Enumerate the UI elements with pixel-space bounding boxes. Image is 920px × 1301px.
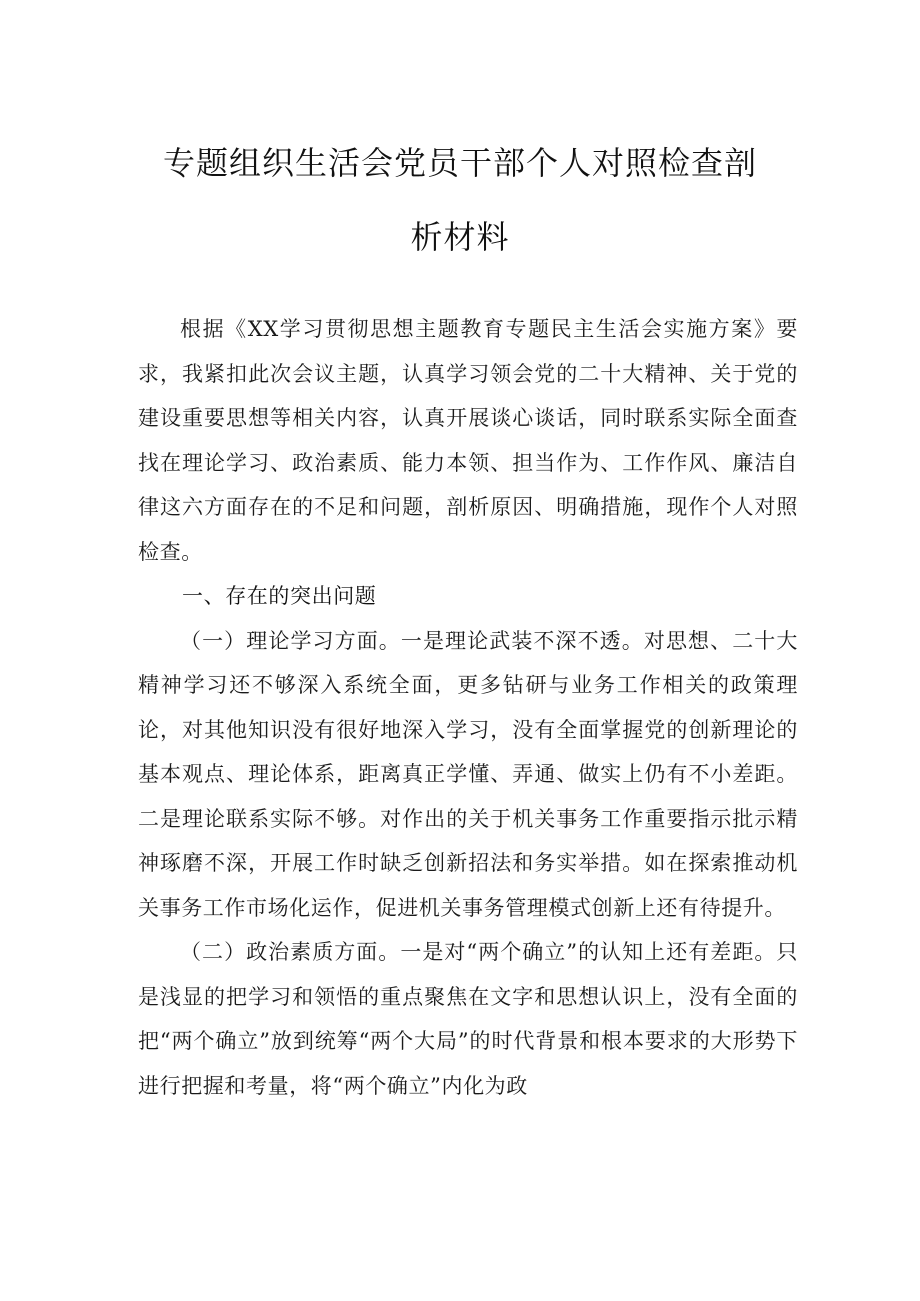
document-title-line-1: 专题组织生活会党员干部个人对照检查剖: [162, 144, 757, 182]
document-body: [138, 307, 798, 1108]
section-heading-problems: 一、存在的突出问题: [182, 584, 377, 608]
intro-paragraph: 根据《XX学习贯彻思想主题教育专题民主生活会实施方案》要求，我紧扣此次会议主题，认真学习领会党的二十大精神、关于党的建设重要思想等相关内容，认真开展谈心谈话，同时联系实际全面查找在理论学习、政治素质、能力本领、担当作为、工作作风、廉洁自律这六方面存在的不足和问题，剖析原因、明确措施，现作个人对照检查。: [138, 317, 798, 564]
political-quality-paragraph: （二）政治素质方面。一是对“两个确立”的认知上还有差距。只是浅显的把学习和领悟的重点聚焦在文字和思想认识上，没有全面的把“两个确立”放到统筹“两个大局”的时代背景和根本要求的大形势下进行把握和考量，将“两个确立”内化为政: [138, 940, 798, 1098]
document-title-line-2: 析材料: [410, 218, 510, 256]
theory-study-paragraph: （一）理论学习方面。一是理论武装不深不透。对思想、二十大精神学习还不够深入系统全面，更多钻研与业务工作相关的政策理论，对其他知识没有很好地深入学习，没有全面掌握党的创新理论的基本观点、理论体系，距离真正学懂、弄通、做实上仍有不小差距。二是理论联系实际不够。对作出的关于机关事务工作重要指示批示精神琢磨不深，开展工作时缺乏创新招法和务实举措。如在探索推动机关事务工作市场化运作，促进机关事务管理模式创新上还有待提升。: [138, 628, 798, 920]
